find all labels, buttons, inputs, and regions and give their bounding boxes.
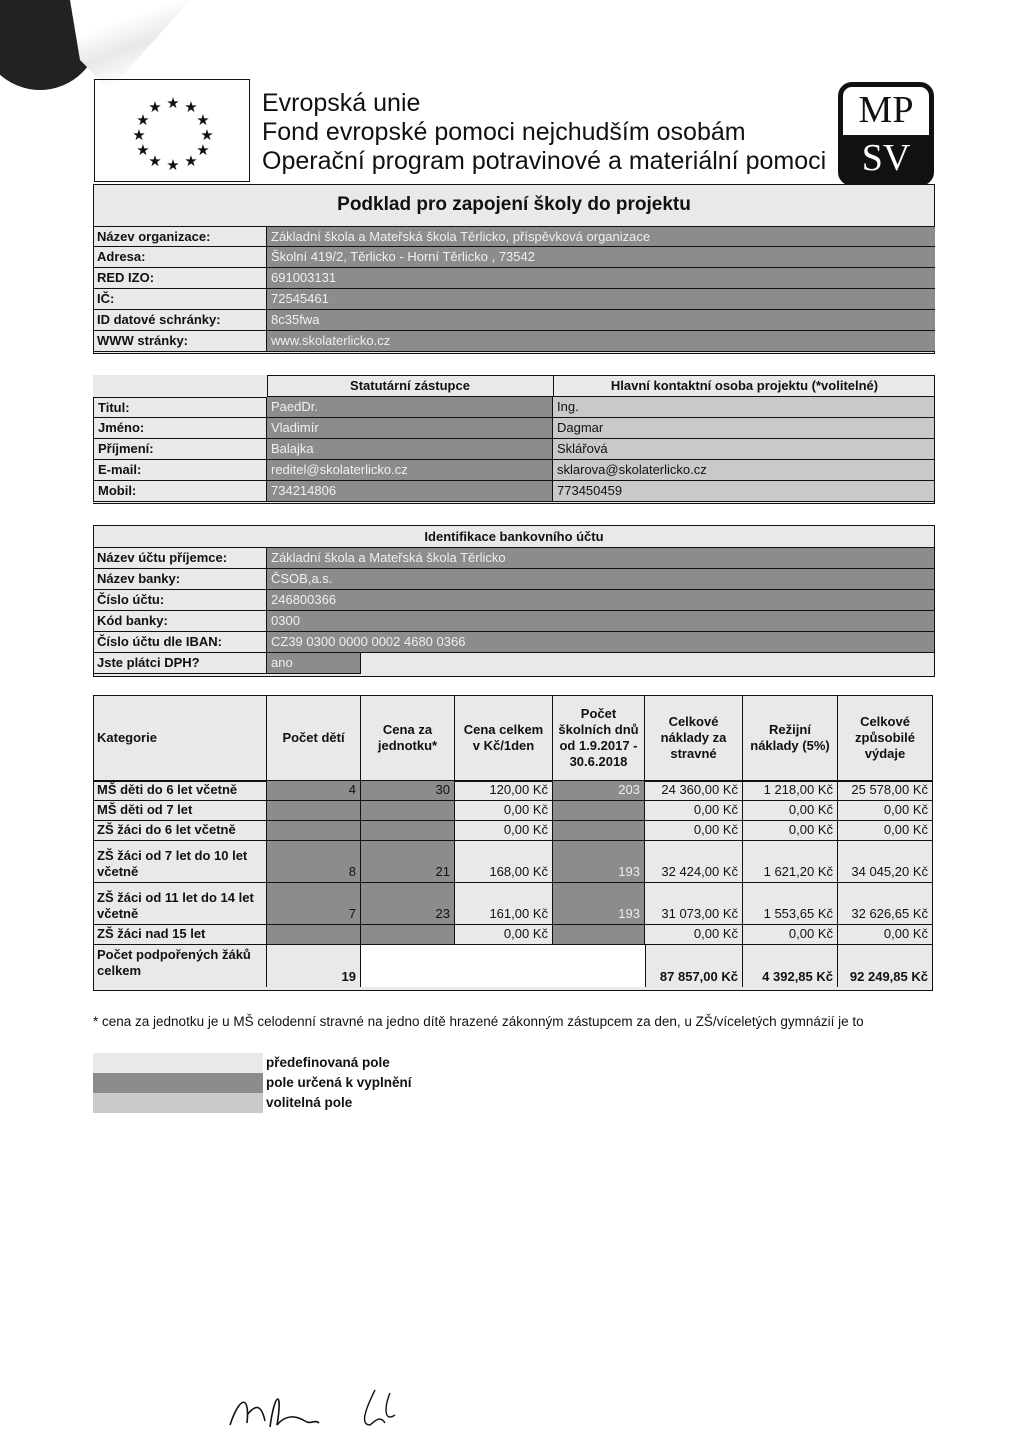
contact-person-value[interactable]: Ing. bbox=[553, 397, 935, 418]
cost-cell-total-price: 0,00 Kč bbox=[455, 821, 553, 841]
svg-text:★: ★ bbox=[148, 152, 162, 170]
cost-cell-unit-price[interactable] bbox=[361, 925, 455, 945]
legend-swatch bbox=[93, 1053, 263, 1073]
svg-text:★: ★ bbox=[196, 141, 210, 159]
bank-label: Číslo účtu dle IBAN: bbox=[93, 632, 267, 653]
bank-label: Kód banky: bbox=[93, 611, 267, 632]
header-line-2: Fond evropské pomoci nejchudším osobám bbox=[262, 118, 746, 146]
signature-icon bbox=[225, 1385, 415, 1435]
contact-person-value[interactable]: Sklářová bbox=[553, 439, 935, 460]
col-header-children: Počet dětí bbox=[267, 695, 361, 780]
legend-label: pole určená k vyplnění bbox=[266, 1075, 412, 1090]
svg-text:★: ★ bbox=[148, 98, 162, 116]
org-label: IČ: bbox=[93, 289, 267, 310]
cost-cell-total-price: 168,00 Kč bbox=[455, 841, 553, 883]
col-header-total-price: Cena celkem v Kč/1den bbox=[455, 695, 553, 780]
mpsv-logo bbox=[838, 82, 934, 186]
bank-value[interactable]: 246800366 bbox=[267, 590, 935, 611]
cost-cell-school-days[interactable] bbox=[553, 801, 645, 821]
bank-label: Název účtu příjemce: bbox=[93, 548, 267, 569]
col-header-overhead: Režijní náklady (5%) bbox=[743, 695, 838, 780]
legend-swatch bbox=[93, 1073, 263, 1093]
cost-cell-eligible: 0,00 Kč bbox=[838, 801, 933, 821]
total-children: 19 bbox=[267, 945, 361, 987]
cost-cell-total-price: 120,00 Kč bbox=[455, 781, 553, 801]
cost-cell-overhead: 1 553,65 Kč bbox=[743, 883, 838, 925]
cost-cell-eligible: 32 626,65 Kč bbox=[838, 883, 933, 925]
contact-label: E-mail: bbox=[93, 460, 267, 481]
bank-value[interactable]: ano bbox=[267, 653, 361, 674]
mpsv-logo-bottom: SV bbox=[843, 135, 929, 181]
contact-label: Mobil: bbox=[93, 481, 267, 502]
legend-label: předefinovaná pole bbox=[266, 1055, 390, 1070]
cost-cell-eligible: 0,00 Kč bbox=[838, 821, 933, 841]
bank-value[interactable]: Základní škola a Mateřská škola Těrlicko bbox=[267, 548, 935, 569]
contact-person-value[interactable]: Dagmar bbox=[553, 418, 935, 439]
statutory-value[interactable]: PaedDr. bbox=[267, 397, 553, 418]
eu-flag bbox=[94, 79, 250, 182]
cost-cell-school-days[interactable] bbox=[553, 821, 645, 841]
cost-cell-overhead: 0,00 Kč bbox=[743, 801, 838, 821]
total-total-costs: 87 857,00 Kč bbox=[645, 945, 743, 987]
cost-cell-total-price: 0,00 Kč bbox=[455, 925, 553, 945]
svg-text:★: ★ bbox=[196, 111, 210, 129]
statutory-value[interactable]: 734214806 bbox=[267, 481, 553, 502]
org-value[interactable]: Školní 419/2, Těrlicko - Horní Těrlicko , 73542 bbox=[267, 247, 935, 268]
cost-cell-unit-price[interactable] bbox=[361, 801, 455, 821]
contact-label: Titul: bbox=[93, 397, 267, 418]
cost-cell-children[interactable]: 4 bbox=[267, 781, 361, 801]
legend-label: volitelná pole bbox=[266, 1095, 353, 1110]
org-label: WWW stránky: bbox=[93, 331, 267, 352]
cost-cell-unit-price[interactable] bbox=[361, 821, 455, 841]
svg-text:★: ★ bbox=[136, 141, 150, 159]
cost-cell-total-costs: 0,00 Kč bbox=[645, 925, 743, 945]
total-eligible: 92 249,85 Kč bbox=[838, 945, 933, 987]
footnote: * cena za jednotku je u MŠ celodenní stravné na jedno dítě hrazené zákonným zástupcem za den, u ZŠ/víceletých gymnázií je to bbox=[93, 1014, 864, 1029]
org-value[interactable]: 8c35fwa bbox=[267, 310, 935, 331]
svg-text:★: ★ bbox=[184, 98, 198, 116]
contact-person-value[interactable]: sklarova@skolaterlicko.cz bbox=[553, 460, 935, 481]
form-title: Podklad pro zapojení školy do projektu bbox=[337, 194, 691, 215]
cost-cell-school-days[interactable]: 193 bbox=[553, 841, 645, 883]
statutory-value[interactable]: Vladimír bbox=[267, 418, 553, 439]
cost-cell-unit-price[interactable]: 21 bbox=[361, 841, 455, 883]
org-label: RED IZO: bbox=[93, 268, 267, 289]
cost-cell-children[interactable] bbox=[267, 801, 361, 821]
org-value[interactable]: 691003131 bbox=[267, 268, 935, 289]
cost-cell-total-price: 0,00 Kč bbox=[455, 801, 553, 821]
cost-cell-school-days[interactable] bbox=[553, 925, 645, 945]
contact-person-value[interactable]: 773450459 bbox=[553, 481, 935, 502]
cost-cell-total-price: 161,00 Kč bbox=[455, 883, 553, 925]
bank-label: Název banky: bbox=[93, 569, 267, 590]
cost-cell-school-days[interactable]: 193 bbox=[553, 883, 645, 925]
header-line-3: Operační program potravinové a materiální pomoci bbox=[262, 147, 827, 175]
col-header-eligible: Celkové způsobilé výdaje bbox=[838, 695, 933, 780]
svg-text:★: ★ bbox=[200, 126, 214, 144]
total-overhead: 4 392,85 Kč bbox=[743, 945, 838, 987]
cost-cell-category: ZŠ žáci nad 15 let bbox=[93, 925, 267, 945]
bank-value[interactable]: CZ39 0300 0000 0002 4680 0366 bbox=[267, 632, 935, 653]
bank-value[interactable]: ČSOB,a.s. bbox=[267, 569, 935, 590]
cost-cell-category: ZŠ žáci od 11 let do 14 let včetně bbox=[93, 883, 267, 925]
cost-cell-unit-price[interactable]: 30 bbox=[361, 781, 455, 801]
statutory-value[interactable]: Balajka bbox=[267, 439, 553, 460]
contact-label: Jméno: bbox=[93, 418, 267, 439]
org-label: ID datové schránky: bbox=[93, 310, 267, 331]
col-header-category: Kategorie bbox=[93, 695, 267, 780]
svg-text:★: ★ bbox=[184, 152, 198, 170]
cost-cell-category: MŠ děti od 7 let bbox=[93, 801, 267, 821]
col-header-total-costs: Celkové náklady za stravné bbox=[645, 695, 743, 780]
cost-cell-overhead: 0,00 Kč bbox=[743, 925, 838, 945]
cost-cell-unit-price[interactable]: 23 bbox=[361, 883, 455, 925]
header-line-1: Evropská unie bbox=[262, 89, 421, 117]
org-label: Adresa: bbox=[93, 247, 267, 268]
bank-value[interactable]: 0300 bbox=[267, 611, 935, 632]
bank-label: Jste plátci DPH? bbox=[93, 653, 267, 674]
cost-cell-overhead: 1 621,20 Kč bbox=[743, 841, 838, 883]
bank-label: Číslo účtu: bbox=[93, 590, 267, 611]
col-header-school-days: Počet školních dnů od 1.9.2017 - 30.6.2018 bbox=[553, 695, 645, 780]
org-value[interactable]: Základní škola a Mateřská škola Těrlicko, příspěvková organizace bbox=[267, 226, 935, 247]
cost-cell-school-days[interactable]: 203 bbox=[553, 781, 645, 801]
cost-cell-children[interactable] bbox=[267, 821, 361, 841]
svg-text:★: ★ bbox=[136, 111, 150, 129]
cost-cell-category: ZŠ žáci od 7 let do 10 let včetně bbox=[93, 841, 267, 883]
statutory-value[interactable]: reditel@skolaterlicko.cz bbox=[267, 460, 553, 481]
cost-cell-eligible: 25 578,00 Kč bbox=[838, 781, 933, 801]
svg-text:★: ★ bbox=[166, 156, 180, 174]
total-blank bbox=[361, 945, 645, 987]
contact-person-header: Hlavní kontaktní osoba projektu (*volitelné) bbox=[553, 376, 935, 396]
cost-cell-category: ZŠ žáci do 6 let včetně bbox=[93, 821, 267, 841]
cost-cell-total-costs: 24 360,00 Kč bbox=[645, 781, 743, 801]
cost-cell-category: MŠ děti do 6 let včetně bbox=[93, 781, 267, 801]
contact-label: Příjmení: bbox=[93, 439, 267, 460]
statutory-header: Statutární zástupce bbox=[350, 378, 470, 393]
cost-cell-total-costs: 0,00 Kč bbox=[645, 821, 743, 841]
org-value[interactable]: 72545461 bbox=[267, 289, 935, 310]
eu-stars-icon bbox=[95, 80, 251, 183]
cost-cell-eligible: 0,00 Kč bbox=[838, 925, 933, 945]
cost-cell-children[interactable] bbox=[267, 925, 361, 945]
mpsv-logo-top: MP bbox=[858, 89, 914, 131]
cost-cell-children[interactable]: 7 bbox=[267, 883, 361, 925]
org-label: Název organizace: bbox=[93, 226, 267, 247]
cost-cell-children[interactable]: 8 bbox=[267, 841, 361, 883]
bank-header: Identifikace bankovního účtu bbox=[93, 527, 935, 548]
svg-text:★: ★ bbox=[132, 126, 146, 144]
cost-cell-total-costs: 32 424,00 Kč bbox=[645, 841, 743, 883]
cost-cell-total-costs: 0,00 Kč bbox=[645, 801, 743, 821]
org-value[interactable]: www.skolaterlicko.cz bbox=[267, 331, 935, 352]
cost-cell-total-costs: 31 073,00 Kč bbox=[645, 883, 743, 925]
svg-text:★: ★ bbox=[166, 94, 180, 112]
signature bbox=[225, 1385, 415, 1435]
total-label: Počet podpořených žáků celkem bbox=[93, 945, 267, 987]
cost-cell-overhead: 0,00 Kč bbox=[743, 821, 838, 841]
col-header-unit-price: Cena za jednotku* bbox=[361, 695, 455, 780]
legend-swatch bbox=[93, 1093, 263, 1113]
cost-cell-eligible: 34 045,20 Kč bbox=[838, 841, 933, 883]
cost-cell-overhead: 1 218,00 Kč bbox=[743, 781, 838, 801]
